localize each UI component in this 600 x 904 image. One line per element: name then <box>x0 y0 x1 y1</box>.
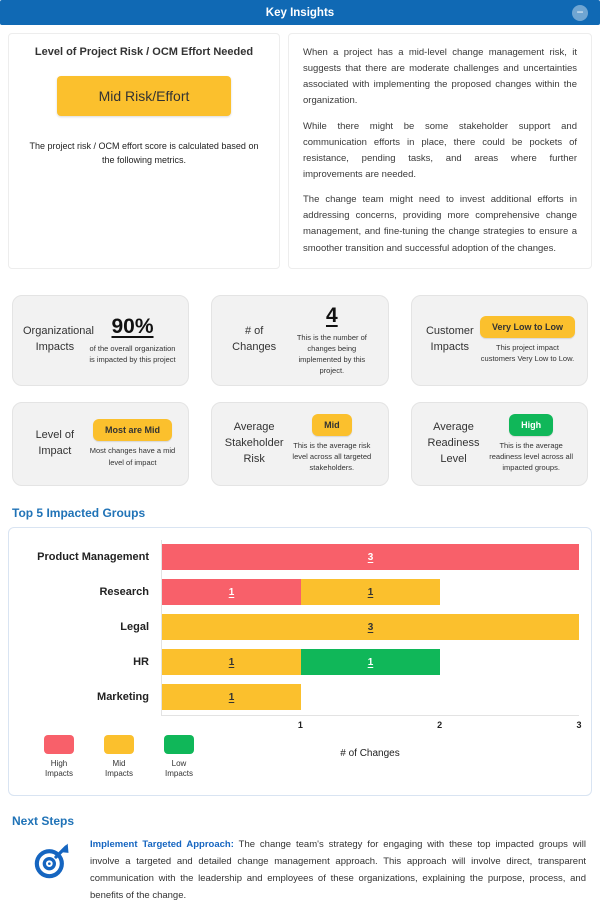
bar-value-label: 3 <box>367 551 374 563</box>
bar-value-label: 1 <box>367 656 374 668</box>
key-insights-header <box>0 0 600 25</box>
metric-card-label: Level of Impact <box>35 428 75 457</box>
x-axis-tick: 1 <box>297 719 303 730</box>
metric-card <box>12 295 189 386</box>
bar-value-label: 3 <box>367 621 374 633</box>
next-steps-lead: Implement Targeted Approach: <box>90 838 234 850</box>
metric-card-description: This is the average risk level across all targeted stakeholders. <box>292 440 372 473</box>
risk-paragraphs <box>288 33 592 269</box>
next-steps-body: The change team's strategy for engaging with these top impacted groups will involve a targeted and detailed change management approach. This approach will involve direct, transparent communication with the leadership and employees of these organizations, explaining the purpose, process, and benefits of the change. <box>90 838 586 901</box>
metric-card-label: Average Readiness Level <box>427 420 480 465</box>
metric-card-badge[interactable]: Very Low to Low <box>480 316 575 338</box>
bar-value-label: 1 <box>228 691 235 703</box>
metric-card-description: Most changes have a mid level of impact <box>89 446 176 467</box>
x-axis-tick: 3 <box>576 719 582 730</box>
metric-card-description: of the overall organization is impacted by this project <box>89 343 176 365</box>
x-axis-label: # of Changes <box>340 747 400 759</box>
risk-paragraph: While there might be some stakeholder support and communication efforts in place, there could be pockets of resistance, pending tasks, and areas where further improvements are needed. <box>303 120 577 180</box>
chart-category-label: Marketing <box>97 691 149 704</box>
bar-value-label: 1 <box>228 586 235 598</box>
metric-card-value: 4 <box>325 303 338 327</box>
metric-card-value: 90% <box>111 314 154 338</box>
target-arrow-icon <box>12 836 90 882</box>
chart-row <box>21 575 579 610</box>
chart-rows <box>21 540 579 715</box>
metric-card-description: This project impact customers Very Low to Low. <box>480 342 575 364</box>
bar-segment[interactable] <box>162 614 579 640</box>
chart-category-label: Research <box>99 586 149 599</box>
chart-footer <box>21 731 579 787</box>
metric-card-label: # of Changes <box>232 325 277 354</box>
legend-item <box>95 735 143 781</box>
next-steps-text <box>90 836 588 904</box>
metric-card-row-2 <box>12 402 588 486</box>
chart-category-label: Product Management <box>37 551 149 564</box>
legend-swatch <box>44 735 74 754</box>
metric-card <box>211 402 388 486</box>
legend-label: High Impacts <box>44 758 73 779</box>
metric-card-row-1 <box>12 295 588 386</box>
chart-row <box>21 645 579 680</box>
chart-x-axis <box>161 715 582 731</box>
metric-card-label: Organizational Impacts <box>23 325 94 354</box>
risk-paragraph: When a project has a mid-level change management risk, it suggests that there are moderate challenges and uncertainties associated with implementing the proposed changes within the organization. <box>303 47 577 107</box>
next-steps-section <box>0 814 600 904</box>
bar-value-label: 1 <box>367 586 374 598</box>
bar-segment[interactable] <box>301 579 440 605</box>
bar-segment[interactable] <box>162 579 301 605</box>
metric-card-description: This is the average readiness level across all impacted groups. <box>489 440 574 473</box>
bar-segment[interactable] <box>162 684 301 710</box>
chart-row <box>21 680 579 715</box>
metric-card-badge[interactable]: High <box>509 414 553 436</box>
chart-category-label: HR <box>133 656 149 669</box>
bar-segment[interactable] <box>301 649 440 675</box>
bar-segment[interactable] <box>162 649 301 675</box>
metric-card <box>411 402 588 486</box>
metric-card-badge[interactable]: Mid <box>312 414 352 436</box>
project-risk-box <box>8 33 280 269</box>
chart-row <box>21 540 579 575</box>
impacted-groups-chart <box>8 527 592 796</box>
chart-category-label: Legal <box>120 621 149 634</box>
x-axis-tick: 2 <box>437 719 443 730</box>
metric-card <box>411 295 588 386</box>
risk-box-title: Level of Project Risk / OCM Effort Needed <box>34 46 254 58</box>
page-title: Key Insights <box>265 6 335 19</box>
collapse-icon[interactable]: − <box>572 5 588 21</box>
metric-card-description: This is the number of changes being implemented by this project. <box>296 332 367 376</box>
next-steps-title: Next Steps <box>12 813 75 828</box>
chart-row <box>21 610 579 645</box>
risk-paragraph: The change team might need to invest additional efforts in addressing concerns, providing more comprehensive change management, and fine-tuning the change strategies to ensure a smoother transition and successful adoption of the changes. <box>303 194 577 254</box>
metric-card-label: Average Stakeholder Risk <box>224 420 284 465</box>
bar-value-label: 1 <box>228 656 235 668</box>
legend-label: Mid Impacts <box>104 758 133 779</box>
chart-section-title: Top 5 Impacted Groups <box>12 505 146 520</box>
risk-level-badge[interactable]: Mid Risk/Effort <box>57 76 232 116</box>
metric-card <box>211 295 388 386</box>
legend-swatch <box>104 735 134 754</box>
metric-card <box>12 402 189 486</box>
legend-item <box>35 735 83 781</box>
bar-segment[interactable] <box>162 544 579 570</box>
legend-label: Low Impacts <box>164 758 193 779</box>
risk-summary-section <box>8 33 592 269</box>
risk-box-caption: The project risk / OCM effort score is calculated based on the following metrics. <box>29 141 259 165</box>
metric-card-badge[interactable]: Most are Mid <box>93 419 172 441</box>
metric-card-label: Customer Impacts <box>425 325 474 354</box>
